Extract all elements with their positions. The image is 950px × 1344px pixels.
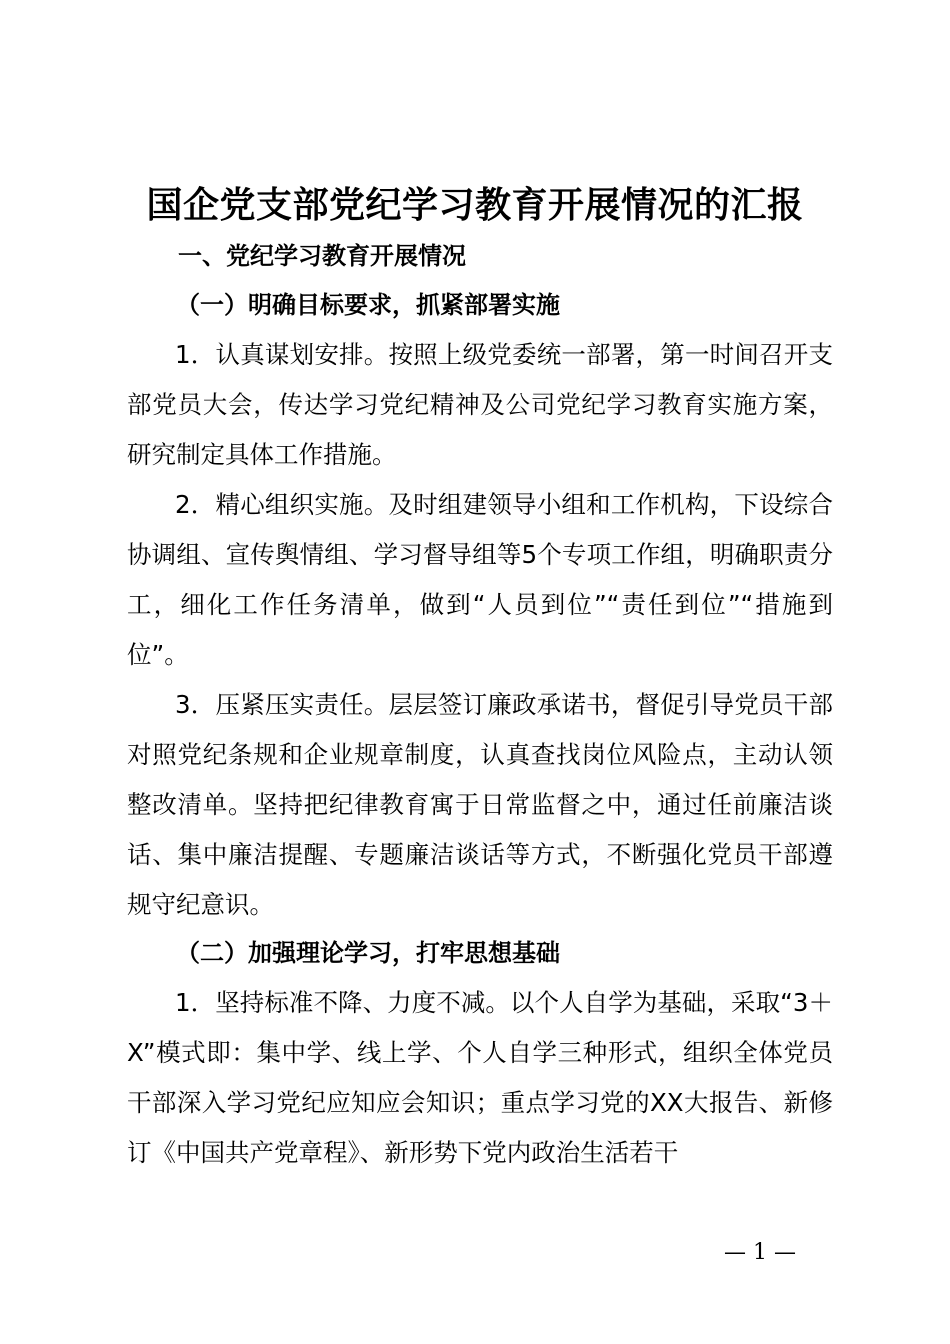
paragraph: 1．认真谋划安排。按照上级党委统一部署，第一时间召开支部党员大会，传达学习党纪精神及公司党纪学习教育实施方案，研究制定具体工作措施。 [127, 340, 833, 469]
paragraph: 2．精心组织实施。及时组建领导小组和工作机构，下设综合协调组、宣传舆情组、学习督导组等5个专项工作组，明确职责分工，细化工作任务清单，做到“人员到位”“责任到位”“措施到位”。 [127, 490, 833, 669]
paragraph: 3．压紧压实责任。层层签订廉政承诺书，督促引导党员干部对照党纪条规和企业规章制度，认真查找岗位风险点，主动认领整改清单。坚持把纪律教育寓于日常监督之中，通过任前廉洁谈话、集中廉洁提醒、专题廉洁谈话等方式，不断强化党员干部遵规守纪意识。 [127, 690, 833, 919]
page-number: — 1 — [724, 1240, 796, 1265]
section-heading: 一、党纪学习教育开展情况 [178, 242, 466, 270]
paragraph: 1．坚持标准不降、力度不减。以个人自学为基础，采取“3＋X”模式即：集中学、线上学、个人自学三种形式，组织全体党员干部深入学习党纪应知应会知识；重点学习党的XX大报告、新修订《中国共产党章程》、新形势下党内政治生活若干 [127, 988, 833, 1167]
subsection-heading: （二）加强理论学习，打牢思想基础 [176, 939, 560, 967]
document-title: 国企党支部党纪学习教育开展情况的汇报 [146, 185, 804, 226]
subsection-heading: （一）明确目标要求，抓紧部署实施 [176, 291, 560, 319]
